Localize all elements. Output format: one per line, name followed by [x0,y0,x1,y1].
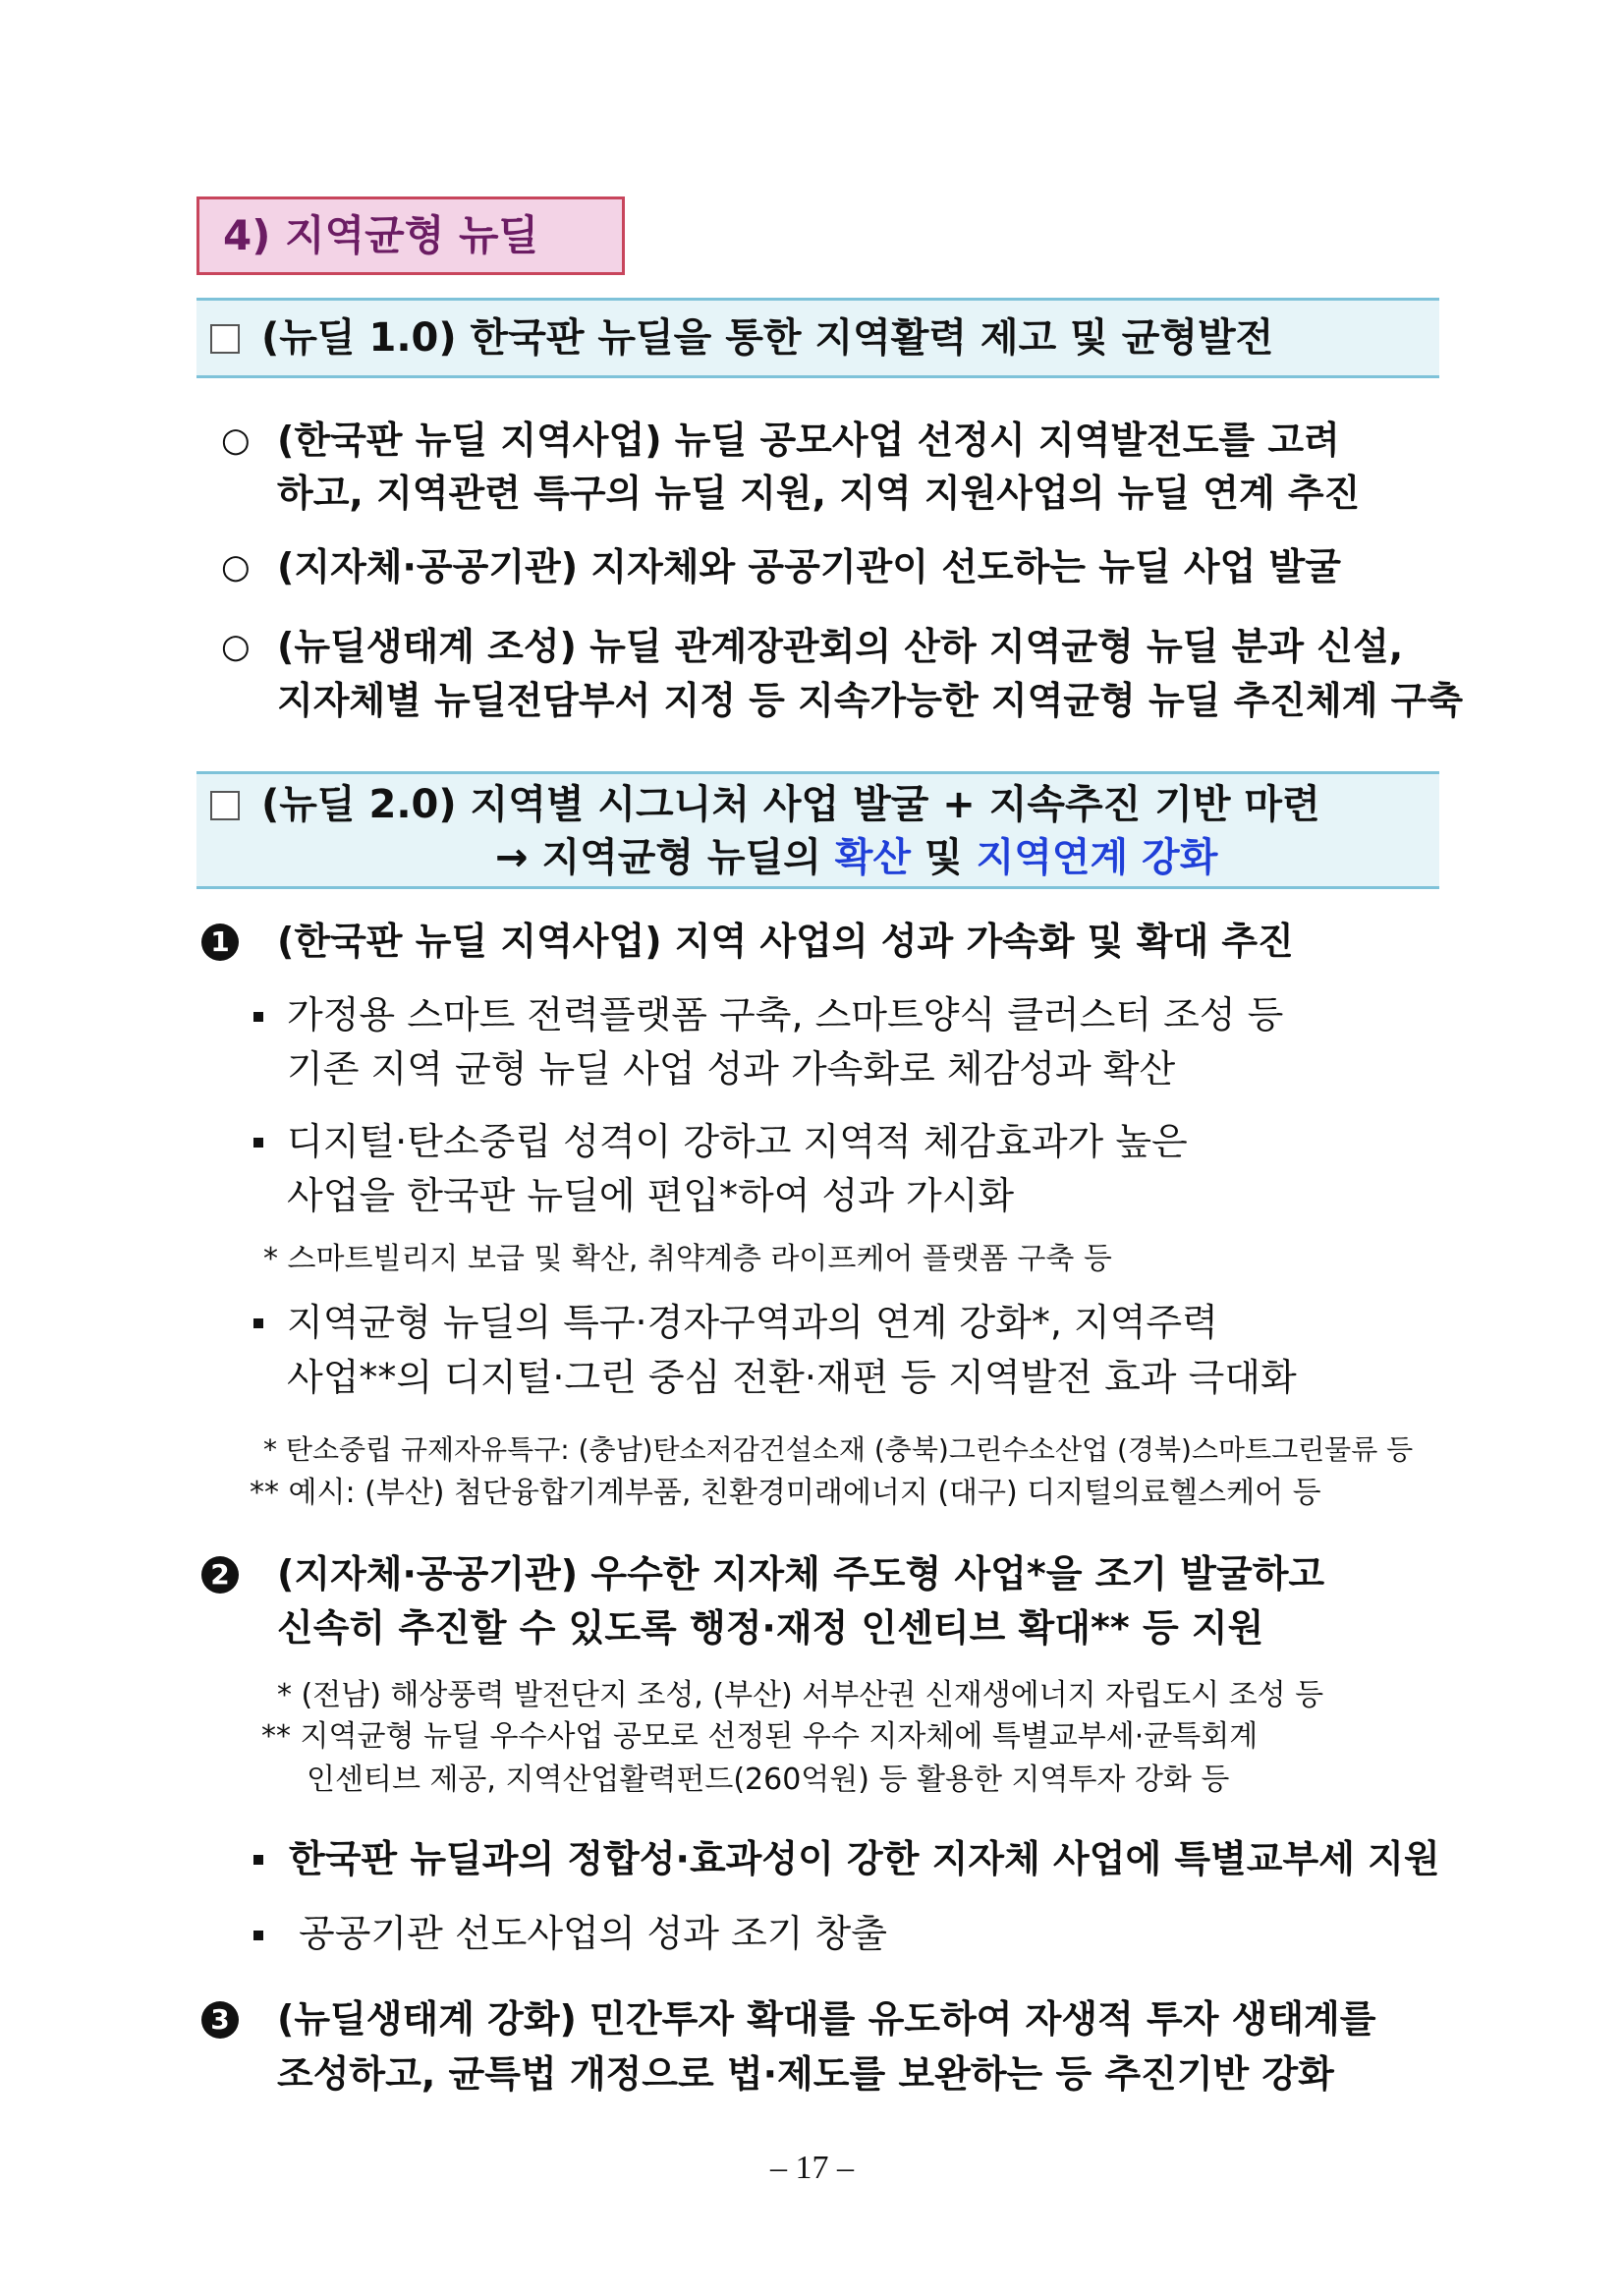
section-header-band-2 [196,771,1439,889]
bullet1-2-line1: 디지털·탄소중립 성격이 강하고 지역적 체감효과가 높은 [287,1120,1188,1163]
number-2-badge-icon: 2 [201,1556,239,1594]
item-3-line1: (뉴딜생태계 강화) 민간투자 확대를 유도하여 자생적 투자 생태계를 [277,1997,1376,2041]
bullet1-1-line1: 가정용 스마트 전력플랫폼 구축, 스마트양식 클러스터 조성 등 [287,993,1284,1036]
circle-bullet-icon: ○ [221,627,251,666]
highlight-regional-link: 지역연계 강화 [976,835,1218,880]
circle-bullet-icon: ○ [221,547,251,587]
footnote: * 탄소중립 규제자유특구: (충남)탄소저감건설소재 (충북)그린수소산업 (경북)스마트그린물류 등 [263,1433,1414,1466]
square-bullet-icon [253,1012,263,1022]
v1-item-1-line2: 하고, 지역관련 특구의 뉴딜 지원, 지역 지원사업의 뉴딜 연계 추진 [277,472,1361,515]
number-1-badge-icon: 1 [201,924,239,961]
bullet1-2-line2: 사업을 한국판 뉴딜에 편입*하여 성과 가시화 [287,1174,1015,1217]
v1-item-3-line2: 지자체별 뉴딜전담부서 지정 등 지속가능한 지역균형 뉴딜 추진체계 구축 [277,679,1464,722]
footnote: 인센티브 제공, 지역산업활력펀드(260억원) 등 활용한 지역투자 강화 등 [307,1763,1230,1797]
item-2-line2: 신속히 추진할 수 있도록 행정·재정 인센티브 확대** 등 지원 [277,1606,1264,1650]
square-bullet-icon [253,1931,263,1940]
item-3-line2: 조성하고, 균특법 개정으로 법·제도를 보완하는 등 추진기반 강화 [277,2052,1334,2096]
bullet2-2: 공공기관 선도사업의 성과 조기 창출 [299,1912,887,1955]
bullet1-3-line1: 지역균형 뉴딜의 특구·경자구역과의 연계 강화*, 지역주력 [287,1301,1218,1344]
band1-text: (뉴딜 1.0) 한국판 뉴딜을 통한 지역활력 제고 및 균형발전 [261,315,1274,361]
square-bullet-icon [253,1855,263,1865]
number-3-badge-icon: 3 [201,2001,239,2039]
footnote: * 스마트빌리지 보급 및 확산, 취약계층 라이프케어 플랫폼 구축 등 [263,1242,1112,1276]
bullet1-1-line2: 기존 지역 균형 뉴딜 사업 성과 가속화로 체감성과 확산 [287,1047,1176,1091]
bullet2-1: 한국판 뉴딜과의 정합성·효과성이 강한 지자체 사업에 특별교부세 지원 [289,1837,1440,1880]
circle-bullet-icon: ○ [221,420,251,460]
footnote: * (전남) 해상풍력 발전단지 조성, (부산) 서부산권 신재생에너지 자립도시 조성 등 [277,1678,1324,1712]
item-1-text: (한국판 뉴딜 지역사업) 지역 사업의 성과 가속화 및 확대 추진 [277,920,1294,963]
highlight-diffusion: 확산 [834,835,912,880]
v1-item-1-line1: (한국판 뉴딜 지역사업) 뉴딜 공모사업 선정시 지역발전도를 고려 [277,419,1340,462]
square-bullet-icon [253,1138,263,1148]
section-title: 4) 지역균형 뉴딜 [196,196,625,275]
v1-item-2-line1: (지자체·공공기관) 지자체와 공공기관이 선도하는 뉴딜 사업 발굴 [277,545,1341,588]
footnote: ** 지역균형 뉴딜 우수사업 공모로 선정된 우수 지자체에 특별교부세·균특회계 [261,1719,1259,1754]
section-header-band-1 [196,298,1439,378]
footnote: ** 예시: (부산) 첨단융합기계부품, 친환경미래에너지 (대구) 디지털의료헬스케어 등 [250,1476,1321,1510]
band2-line1: (뉴딜 2.0) 지역별 시그니처 사업 발굴 + 지속추진 기반 마련 [261,782,1320,827]
page-number: – 17 – [770,2150,854,2186]
band2-line2-prefix: → 지역균형 뉴딜의 [495,835,835,880]
checkbox-square-icon [210,324,240,354]
square-bullet-icon [253,1318,263,1328]
bullet1-3-line2: 사업**의 디지털·그린 중심 전환·재편 등 지역발전 효과 극대화 [287,1356,1297,1399]
v1-item-3-line1: (뉴딜생태계 조성) 뉴딜 관계장관회의 산하 지역균형 뉴딜 분과 신설, [277,625,1404,668]
checkbox-square-icon [210,791,240,820]
item-2-line1: (지자체·공공기관) 우수한 지자체 주도형 사업*을 조기 발굴하고 [277,1552,1325,1596]
band2-line2-mid: 및 [911,835,977,880]
